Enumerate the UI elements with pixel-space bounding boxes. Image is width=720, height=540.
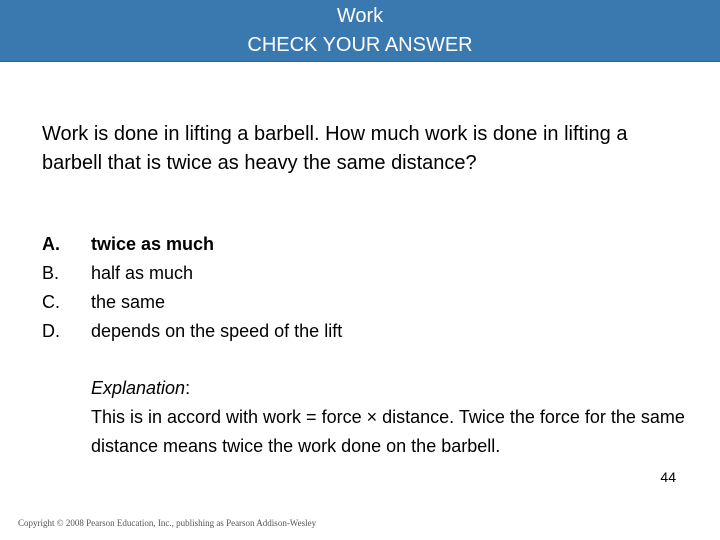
copyright-notice: Copyright © 2008 Pearson Education, Inc., publishing as Pearson Addison-Wesley — [18, 518, 317, 528]
explanation-label: Explanation — [91, 378, 186, 398]
answer-options — [42, 230, 342, 346]
option-a — [42, 230, 342, 259]
option-text: half as much — [91, 263, 194, 283]
option-text: twice as much — [91, 234, 215, 254]
slide-title: Work — [336, 5, 384, 27]
explanation-block — [91, 374, 691, 461]
explanation-text: This is in accord with work = force × distance. Twice the force for the same distance means twice the work done on the barbell. — [91, 407, 685, 456]
explanation-colon: : — [185, 378, 191, 398]
option-text: the same — [91, 292, 166, 312]
question-text: Work is done in lifting a barbell. How much work is done in lifting a barbell that is twice as heavy the same distance? — [42, 123, 628, 174]
option-c — [42, 288, 342, 317]
option-d — [42, 317, 342, 346]
slide-subtitle: CHECK YOUR ANSWER — [247, 34, 473, 56]
option-letter: C. — [42, 292, 60, 312]
option-letter: B. — [42, 263, 60, 283]
explanation-heading — [91, 374, 691, 403]
option-text: depends on the speed of the lift — [91, 321, 343, 341]
option-letter: A. — [42, 234, 60, 254]
slide-number: 44 — [660, 469, 676, 485]
option-b — [42, 259, 342, 288]
slide-header — [0, 0, 720, 62]
option-letter: D. — [42, 321, 60, 341]
